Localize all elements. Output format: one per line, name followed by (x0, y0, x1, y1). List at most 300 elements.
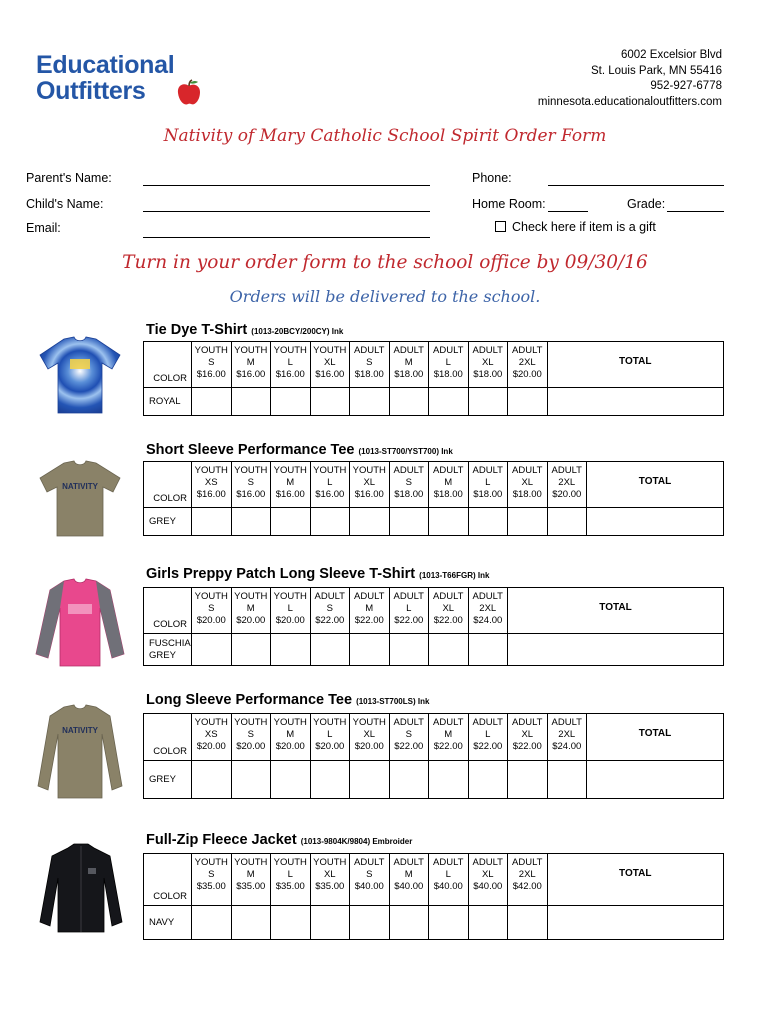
store-address (538, 48, 722, 110)
gift-checkbox[interactable] (495, 221, 506, 232)
size-price-row (144, 714, 724, 761)
email-label: Email: (26, 221, 61, 235)
size-group: ADULT (551, 717, 582, 728)
size-header (547, 462, 587, 508)
size-size: XL (521, 729, 534, 740)
size-price: $22.00 (512, 741, 542, 752)
size-price: $22.00 (433, 741, 463, 752)
quantity-cell[interactable] (231, 761, 271, 799)
size-group: ADULT (512, 465, 543, 476)
size-price-row (144, 854, 724, 906)
size-group: ADULT (393, 717, 424, 728)
quantity-row (144, 388, 724, 416)
size-header (508, 714, 548, 761)
size-size: XL (323, 869, 336, 880)
size-group: YOUTH (194, 345, 228, 356)
product-name: Long Sleeve Performance Tee (146, 692, 353, 708)
total-header: TOTAL (547, 854, 724, 906)
quantity-cell[interactable] (508, 388, 548, 416)
size-group: YOUTH (273, 345, 307, 356)
quantity-cell[interactable] (429, 388, 469, 416)
size-header (271, 588, 311, 634)
quantity-cell[interactable] (429, 761, 469, 799)
size-size: 2XL (518, 869, 536, 880)
size-price: $22.00 (433, 615, 463, 626)
size-header (350, 854, 390, 906)
size-price: $22.00 (473, 741, 503, 752)
size-group: YOUTH (194, 465, 228, 476)
size-group: ADULT (433, 857, 464, 868)
size-group: ADULT (433, 465, 464, 476)
size-group: YOUTH (313, 345, 347, 356)
size-price: $40.00 (473, 881, 503, 892)
educational-outfitters-logo (36, 52, 211, 112)
size-size: S (208, 869, 215, 880)
deadline-notice: Turn in your order form to the school office by 09/30/16 (122, 252, 648, 273)
total-header: TOTAL (547, 342, 724, 388)
size-group: ADULT (472, 465, 503, 476)
size-header (310, 588, 350, 634)
size-header (231, 462, 271, 508)
size-size: XL (521, 477, 534, 488)
quantity-cell[interactable] (350, 761, 390, 799)
size-price: $16.00 (315, 489, 345, 500)
email-field[interactable] (143, 237, 430, 238)
girls-long-sleeve-image (34, 578, 126, 668)
quantity-row (144, 906, 724, 940)
size-size: 2XL (558, 729, 576, 740)
quantity-cell[interactable] (310, 761, 350, 799)
order-table (143, 853, 724, 940)
size-group: YOUTH (273, 717, 307, 728)
size-header (310, 342, 350, 388)
size-header (310, 854, 350, 906)
size-size: S (208, 357, 215, 368)
color-name: NAVY (144, 906, 192, 940)
quantity-cell[interactable] (231, 388, 271, 416)
address-city: St. Louis Park, MN 55416 (590, 64, 722, 77)
quantity-cell[interactable] (389, 761, 429, 799)
child-name-field[interactable] (143, 211, 430, 212)
size-group: ADULT (393, 591, 424, 602)
size-price: $20.00 (236, 615, 266, 626)
size-header (231, 342, 271, 388)
size-price: $35.00 (275, 881, 305, 892)
quantity-cell[interactable] (508, 761, 548, 799)
quantity-cell[interactable] (468, 508, 508, 536)
total-header: TOTAL (508, 588, 724, 634)
color-name: FUSCHIA GREY (144, 634, 192, 666)
color-name: GREY (144, 508, 192, 536)
order-table (143, 341, 724, 416)
product-code: (1013-ST700LS) Ink (356, 697, 430, 706)
size-header (389, 588, 429, 634)
product-code: (1013-20BCY/200CY) Ink (251, 327, 344, 336)
size-price: $18.00 (433, 369, 463, 380)
size-group: YOUTH (194, 717, 228, 728)
quantity-cell[interactable] (350, 906, 390, 940)
size-header (192, 588, 232, 634)
size-size: S (326, 603, 333, 614)
size-size: S (208, 603, 215, 614)
quantity-cell[interactable] (271, 508, 311, 536)
size-group: ADULT (472, 591, 503, 602)
size-group: YOUTH (234, 345, 268, 356)
size-size: M (404, 357, 413, 368)
size-header (350, 342, 390, 388)
product-title (146, 442, 453, 458)
size-group: YOUTH (273, 465, 307, 476)
size-header (468, 588, 508, 634)
size-price: $22.00 (354, 615, 384, 626)
quantity-cell[interactable] (468, 906, 508, 940)
parent-name-label: Parent's Name: (26, 171, 112, 185)
size-size: M (404, 869, 413, 880)
size-group: YOUTH (273, 591, 307, 602)
size-price: $20.00 (512, 369, 542, 380)
grade-field[interactable] (667, 211, 724, 212)
total-cell[interactable] (587, 761, 724, 799)
quantity-cell[interactable] (310, 634, 350, 666)
size-group: YOUTH (352, 717, 386, 728)
size-size: M (286, 477, 295, 488)
size-price: $40.00 (394, 881, 424, 892)
product-title (146, 566, 489, 582)
order-table (143, 713, 724, 799)
size-size: L (287, 603, 293, 614)
size-group: ADULT (472, 717, 503, 728)
quantity-row (144, 508, 724, 536)
quantity-cell[interactable] (231, 634, 271, 666)
order-table (143, 587, 724, 666)
phone-field[interactable] (548, 185, 724, 186)
total-cell[interactable] (508, 634, 724, 666)
size-price: $16.00 (196, 369, 226, 380)
size-size: S (405, 729, 412, 740)
size-group: YOUTH (234, 591, 268, 602)
size-header (389, 462, 429, 508)
size-header (468, 854, 508, 906)
color-name: ROYAL (144, 388, 192, 416)
size-header (192, 714, 232, 761)
size-size: XL (363, 477, 376, 488)
product-name: Short Sleeve Performance Tee (146, 442, 355, 458)
size-price: $20.00 (315, 741, 345, 752)
size-price: $20.00 (196, 741, 226, 752)
size-group: ADULT (433, 591, 464, 602)
size-price: $22.00 (394, 741, 424, 752)
logo-line-2: Outfitters (36, 77, 146, 105)
total-cell[interactable] (547, 388, 724, 416)
product-code: (1013-9804K/9804) Embroider (300, 837, 413, 846)
quantity-cell[interactable] (389, 906, 429, 940)
home-room-field[interactable] (548, 211, 588, 212)
phone-label: Phone: (472, 171, 512, 185)
quantity-cell[interactable] (389, 388, 429, 416)
size-size: S (366, 357, 373, 368)
size-price: $16.00 (236, 369, 266, 380)
quantity-cell[interactable] (310, 906, 350, 940)
quantity-row (144, 634, 724, 666)
size-group: ADULT (433, 717, 464, 728)
size-group: ADULT (354, 857, 385, 868)
size-price: $24.00 (473, 615, 503, 626)
gift-label: Check here if item is a gift (512, 220, 656, 234)
size-group: ADULT (472, 857, 503, 868)
quantity-cell[interactable] (508, 508, 548, 536)
quantity-cell[interactable] (310, 388, 350, 416)
size-group: YOUTH (313, 465, 347, 476)
size-size: L (406, 603, 412, 614)
size-size: L (485, 729, 491, 740)
size-header (271, 854, 311, 906)
size-price: $20.00 (354, 741, 384, 752)
fleece-jacket-image (36, 842, 126, 934)
size-header (429, 588, 469, 634)
size-size: L (287, 357, 293, 368)
product-title (146, 832, 412, 848)
size-group: ADULT (433, 345, 464, 356)
size-header (231, 714, 271, 761)
tie-dye-shirt-image (36, 335, 124, 415)
total-header: TOTAL (587, 462, 724, 508)
size-header (231, 854, 271, 906)
quantity-cell[interactable] (547, 761, 587, 799)
size-size: XS (204, 477, 218, 488)
size-group: ADULT (551, 465, 582, 476)
size-price: $40.00 (433, 881, 463, 892)
size-header (429, 462, 469, 508)
quantity-cell[interactable] (271, 634, 311, 666)
size-header (468, 342, 508, 388)
grade-label: Grade: (627, 197, 666, 211)
size-price: $35.00 (196, 881, 226, 892)
quantity-cell[interactable] (310, 508, 350, 536)
size-header (508, 342, 548, 388)
quantity-cell[interactable] (192, 906, 232, 940)
quantity-cell[interactable] (389, 634, 429, 666)
size-header (271, 342, 311, 388)
size-group: YOUTH (194, 857, 228, 868)
size-size: M (365, 603, 374, 614)
size-header (192, 342, 232, 388)
color-name: GREY (144, 761, 192, 799)
order-table (143, 461, 724, 536)
size-size: L (445, 869, 451, 880)
size-size: M (444, 729, 453, 740)
size-group: ADULT (354, 591, 385, 602)
size-price-row (144, 342, 724, 388)
quantity-cell[interactable] (271, 761, 311, 799)
size-size: L (327, 477, 333, 488)
size-group: YOUTH (313, 857, 347, 868)
size-group: YOUTH (234, 465, 268, 476)
address-phone: 952-927-6778 (650, 80, 722, 92)
color-header: COLOR (144, 714, 192, 761)
size-header (310, 462, 350, 508)
size-price: $16.00 (275, 369, 305, 380)
size-price: $42.00 (512, 881, 542, 892)
size-header (350, 462, 390, 508)
size-price: $18.00 (473, 369, 503, 380)
size-price: $18.00 (473, 489, 503, 500)
quantity-cell[interactable] (429, 634, 469, 666)
size-price: $22.00 (394, 615, 424, 626)
size-size: 2XL (518, 357, 536, 368)
quantity-cell[interactable] (271, 906, 311, 940)
shirt-print-text: NATIVITY (62, 482, 98, 491)
size-group: YOUTH (234, 717, 268, 728)
size-header (389, 854, 429, 906)
size-price: $18.00 (354, 369, 384, 380)
size-size: XL (481, 357, 494, 368)
size-price-row (144, 462, 724, 508)
size-header (271, 714, 311, 761)
size-price: $24.00 (552, 741, 582, 752)
total-header: TOTAL (587, 714, 724, 761)
size-price: $16.00 (315, 369, 345, 380)
quantity-cell[interactable] (192, 388, 232, 416)
size-size: L (287, 869, 293, 880)
product-title (146, 692, 429, 708)
size-price: $20.00 (196, 615, 226, 626)
quantity-cell[interactable] (231, 508, 271, 536)
size-size: XL (481, 869, 494, 880)
size-size: XL (323, 357, 336, 368)
shirt-print-text: NATIVITY (62, 726, 98, 735)
size-price: $35.00 (236, 881, 266, 892)
size-header (429, 714, 469, 761)
quantity-cell[interactable] (468, 761, 508, 799)
color-header: COLOR (144, 342, 192, 388)
quantity-cell[interactable] (429, 508, 469, 536)
size-group: YOUTH (352, 465, 386, 476)
size-price: $18.00 (512, 489, 542, 500)
size-price: $18.00 (394, 489, 424, 500)
size-size: M (246, 357, 255, 368)
size-size: XL (442, 603, 455, 614)
form-title: Nativity of Mary Catholic School Spirit Order Form (163, 126, 607, 146)
size-header (468, 462, 508, 508)
size-price: $18.00 (433, 489, 463, 500)
size-group: ADULT (472, 345, 503, 356)
size-size: 2XL (479, 603, 497, 614)
home-room-label: Home Room: (472, 197, 546, 211)
quantity-cell[interactable] (389, 508, 429, 536)
size-group: ADULT (314, 591, 345, 602)
total-cell[interactable] (587, 508, 724, 536)
size-group: ADULT (393, 345, 424, 356)
total-cell[interactable] (547, 906, 724, 940)
product-name: Girls Preppy Patch Long Sleeve T-Shirt (146, 566, 416, 582)
size-group: YOUTH (313, 717, 347, 728)
size-group: ADULT (354, 345, 385, 356)
long-sleeve-tee-image (36, 704, 124, 800)
quantity-cell[interactable] (231, 906, 271, 940)
size-header (429, 342, 469, 388)
quantity-cell[interactable] (271, 388, 311, 416)
size-header (271, 462, 311, 508)
size-group: YOUTH (273, 857, 307, 868)
size-price: $20.00 (275, 741, 305, 752)
size-header (350, 588, 390, 634)
quantity-cell[interactable] (429, 906, 469, 940)
size-group: ADULT (512, 345, 543, 356)
size-price: $40.00 (354, 881, 384, 892)
size-size: 2XL (558, 477, 576, 488)
quantity-cell[interactable] (192, 508, 232, 536)
size-price: $20.00 (236, 741, 266, 752)
size-price: $16.00 (236, 489, 266, 500)
quantity-cell[interactable] (192, 761, 232, 799)
quantity-cell[interactable] (547, 508, 587, 536)
quantity-cell[interactable] (350, 508, 390, 536)
size-size: S (247, 477, 254, 488)
quantity-cell[interactable] (468, 388, 508, 416)
size-size: L (485, 477, 491, 488)
size-price-row (144, 588, 724, 634)
size-header (192, 462, 232, 508)
size-group: ADULT (512, 717, 543, 728)
size-group: YOUTH (234, 857, 268, 868)
size-size: XL (363, 729, 376, 740)
size-price: $18.00 (394, 369, 424, 380)
size-size: S (247, 729, 254, 740)
size-header (389, 342, 429, 388)
size-size: M (246, 869, 255, 880)
size-size: M (246, 603, 255, 614)
size-size: XS (204, 729, 218, 740)
size-header (310, 714, 350, 761)
quantity-row (144, 761, 724, 799)
product-name: Full-Zip Fleece Jacket (146, 832, 297, 848)
size-size: M (444, 477, 453, 488)
product-code: (1013-ST700/YST700) Ink (358, 447, 453, 456)
logo-line-1: Educational (36, 51, 175, 79)
parent-name-field[interactable] (143, 185, 430, 186)
size-group: ADULT (393, 857, 424, 868)
color-header: COLOR (144, 854, 192, 906)
quantity-cell[interactable] (508, 906, 548, 940)
product-title (146, 322, 343, 338)
quantity-cell[interactable] (468, 634, 508, 666)
gift-checkbox-row[interactable] (495, 220, 656, 234)
quantity-cell[interactable] (192, 634, 232, 666)
size-header (547, 714, 587, 761)
address-street: 6002 Excelsior Blvd (621, 49, 722, 61)
size-header (468, 714, 508, 761)
address-web: minnesota.educationaloutfitters.com (537, 95, 722, 108)
quantity-cell[interactable] (350, 634, 390, 666)
size-price: $35.00 (315, 881, 345, 892)
short-sleeve-tee-image (36, 460, 124, 538)
size-header (350, 714, 390, 761)
size-price: $16.00 (275, 489, 305, 500)
quantity-cell[interactable] (350, 388, 390, 416)
size-group: ADULT (512, 857, 543, 868)
size-header (231, 588, 271, 634)
size-group: ADULT (393, 465, 424, 476)
size-size: L (445, 357, 451, 368)
size-size: S (405, 477, 412, 488)
child-name-label: Child's Name: (26, 197, 104, 211)
product-code: (1013-T66FGR) Ink (419, 571, 490, 580)
size-header (508, 462, 548, 508)
product-name: Tie Dye T-Shirt (146, 322, 248, 338)
size-size: L (327, 729, 333, 740)
delivery-notice: Orders will be delivered to the school. (229, 287, 541, 306)
size-price: $20.00 (275, 615, 305, 626)
